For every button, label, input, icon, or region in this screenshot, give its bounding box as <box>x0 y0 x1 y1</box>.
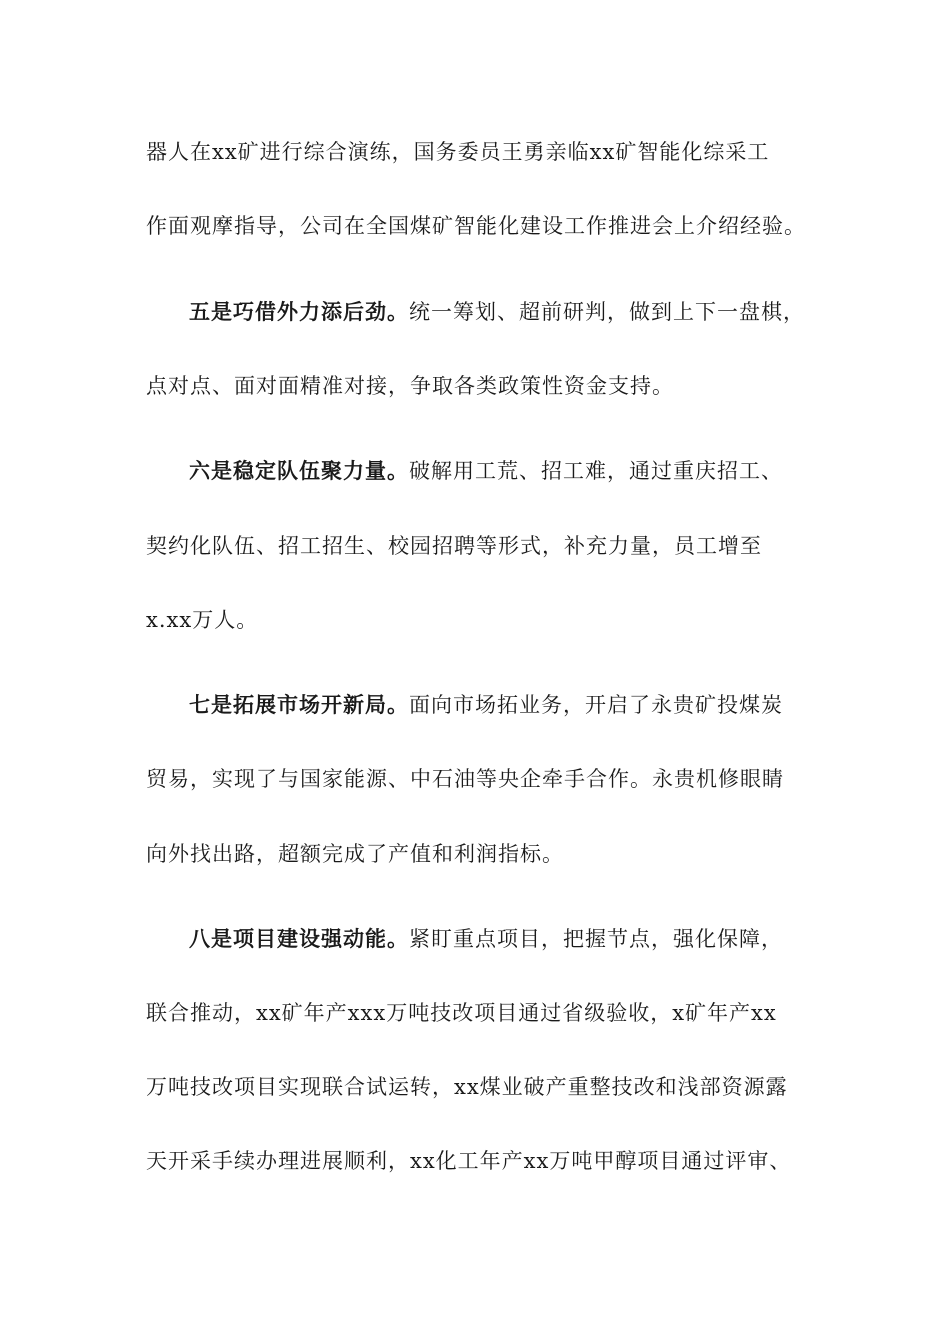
paragraph-2-line-1 <box>189 297 805 327</box>
paragraph-1-line-1: 器人在xx矿进行综合演练，国务委员王勇亲临xx矿智能化综采工 <box>146 140 770 164</box>
paragraph-3-text: 破解用工荒、招工难，通过重庆招工、 <box>409 459 783 483</box>
paragraph-3-line-2: 契约化队伍、招工招生、校园招聘等形式，补充力量，员工增至 <box>146 534 762 558</box>
paragraph-4-line-2: 贸易，实现了与国家能源、中石油等央企牵手合作。永贵机修眼睛 <box>146 767 784 791</box>
paragraph-5-line-3: 万吨技改项目实现联合试运转，xx煤业破产重整技改和浅部资源露 <box>146 1075 788 1099</box>
paragraph-5-line-2: 联合推动，xx矿年产xxx万吨技改项目通过省级验收，x矿年产xx <box>146 1001 777 1025</box>
paragraph-4-line-1 <box>189 690 783 720</box>
paragraph-3-line-1 <box>189 456 783 486</box>
paragraph-4-text: 面向市场拓业务，开启了永贵矿投煤炭 <box>409 693 783 717</box>
paragraph-5-text: 紧盯重点项目，把握节点，强化保障， <box>409 927 783 951</box>
paragraph-4-heading: 七是拓展市场开新局。 <box>189 692 409 717</box>
paragraph-1-line-2: 作面观摩指导，公司在全国煤矿智能化建设工作推进会上介绍经验。 <box>146 214 806 238</box>
paragraph-2-heading: 五是巧借外力添后劲。 <box>189 299 409 324</box>
paragraph-3-heading: 六是稳定队伍聚力量。 <box>189 458 409 483</box>
paragraph-3-line-3: x.xx万人。 <box>146 608 259 632</box>
paragraph-5-heading: 八是项目建设强动能。 <box>189 926 409 951</box>
paragraph-2-text: 统一筹划、超前研判，做到上下一盘棋， <box>409 300 805 324</box>
paragraph-5-line-1 <box>189 924 783 954</box>
paragraph-2-line-2: 点对点、面对面精准对接，争取各类政策性资金支持。 <box>146 374 674 398</box>
paragraph-4-line-3: 向外找出路，超额完成了产值和利润指标。 <box>146 842 564 866</box>
paragraph-5-line-4: 天开采手续办理进展顺利，xx化工年产xx万吨甲醇项目通过评审、 <box>146 1149 792 1173</box>
